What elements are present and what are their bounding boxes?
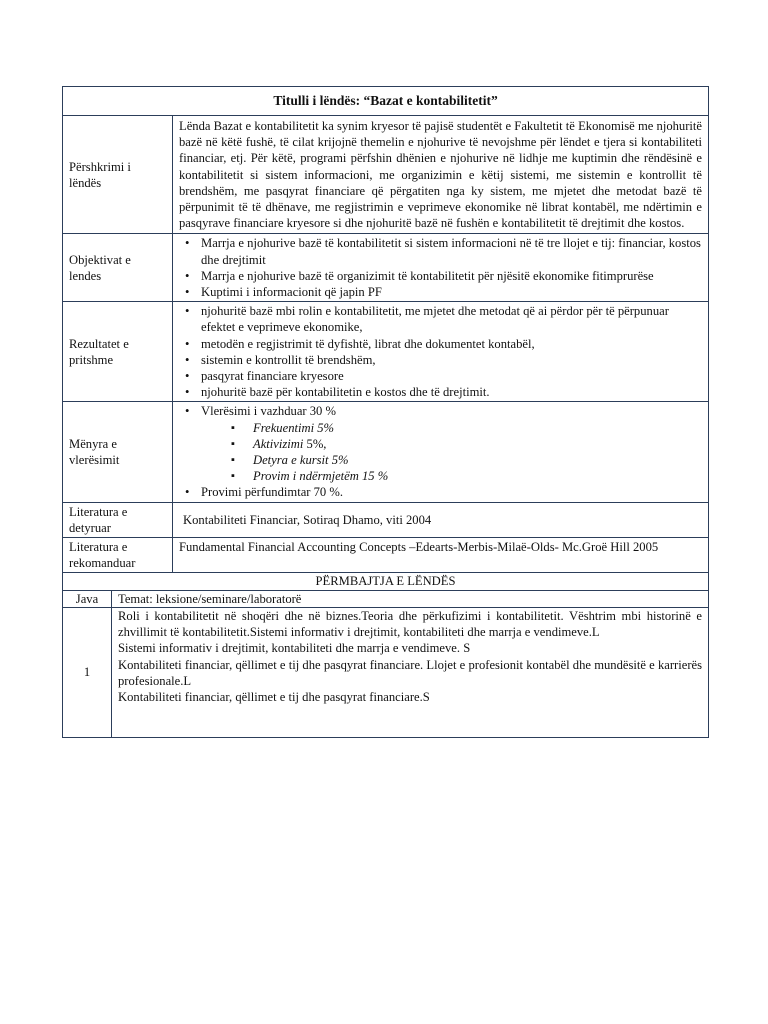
- description-text: Lënda Bazat e kontabilitetit ka synim kryesor të pajisë studentët e Fakultetit të Ekonomisë me njohuritë bazë në këtë fushë, të cilat krijojnë themelin e njohurive të nevojshme për lëndet e tjera si kontabiliteti financiar, etj. Për këtë, programi përfshin dhënien e njohurive në lidhje me kuptimin dhe rëndësinë e kontabilitetit si sistem informacioni, me organizimin e këtij sistemi, me sistemin e kontrollit të brendshëm, me pasqyrat financiare që përgatiten nga ky sistem, me mjetet dhe metodat bazë të përpunimit të të dhënave, me regjistrimin e veprimeve ekonomike në librat kontabël, me ndërtimin e pasqyrave financiare kryesore si dhe njohuritë bazë në fushën e kontabilitetit të drejtimit dhe kostos.: [173, 116, 709, 234]
- evaluation-list: [179, 403, 702, 500]
- sub-item-text: Aktivizimi: [253, 436, 304, 451]
- continuous-evaluation: Vlerësimi i vazhduar 30 %: [201, 404, 336, 419]
- required-literature-text: Kontabiliteti Financiar, Sotiraq Dhamo, viti 2004: [173, 502, 709, 537]
- objectives-row: [63, 234, 709, 302]
- description-row: [63, 116, 709, 234]
- evaluation-label: Mënyra e vlerësimit: [63, 402, 173, 502]
- recommended-literature-text: Fundamental Financial Accounting Concepts –Edearts-Merbis-Milaë-Olds- Mc.Groë Hill 2005: [173, 538, 709, 573]
- content-heading: PËRMBAJTJA E LËNDËS: [63, 573, 709, 590]
- sub-item-text: Detyra e kursit 5%: [253, 453, 349, 468]
- results-cell: [173, 302, 709, 402]
- required-literature-row: [63, 502, 709, 537]
- topic-line: Kontabiliteti financiar, qëllimet e tij dhe pasqyrat financiare. Llojet e profesionit kontabël dhe mundësitë e karrierës profesionale.L: [118, 657, 703, 688]
- list-item: • njohuritë bazë për kontabilitetin e kostos dhe të drejtimit.: [201, 384, 702, 400]
- week-column-header: Java: [63, 590, 112, 607]
- content-header-row: [63, 590, 709, 607]
- sub-item-text: Provim i ndërmjetëm 15 %: [253, 469, 389, 484]
- title-row: [63, 87, 709, 116]
- list-item: [201, 403, 702, 484]
- week-topics: [112, 607, 709, 737]
- results-label: Rezultatet e pritshme: [63, 302, 173, 402]
- list-item: • Kuptimi i informacionit që japin PF: [201, 284, 702, 300]
- list-item: • pasqyrat financiare kryesore: [201, 368, 702, 384]
- topics-column-header: Temat: leksione/seminare/laboratorë: [112, 590, 709, 607]
- sub-item-text: Frekuentimi 5%: [253, 420, 335, 435]
- evaluation-cell: [173, 402, 709, 502]
- week-number: 1: [63, 607, 112, 737]
- list-item: [253, 436, 702, 452]
- objectives-cell: [173, 234, 709, 302]
- objectives-list: [179, 235, 702, 300]
- list-item: • Provimi përfundimtar 70 %.: [201, 484, 702, 500]
- sub-item-value: 5%,: [303, 436, 327, 451]
- list-item: [253, 420, 702, 436]
- evaluation-row: [63, 402, 709, 502]
- syllabus-table: [62, 86, 709, 738]
- topic-line: Roli i kontabilitetit në shoqëri dhe në biznes.Teoria dhe përkufizimi i kontabilitetit. Vështrim mbi historinë e zhvillimit të kontabilitetit.Sistemi informativ i drejtimit, kontabiliteti dhe marrja e vendimeve.L: [118, 608, 703, 640]
- course-title: Titulli i lëndës: “Bazat e kontabilitetit”: [63, 87, 709, 116]
- topic-line: Sistemi informativ i drejtimit, kontabiliteti dhe marrja e vendimeve. S: [118, 641, 471, 656]
- results-list: [179, 303, 702, 400]
- list-item: [253, 468, 702, 484]
- list-item: • sistemin e kontrollit të brendshëm,: [201, 352, 702, 368]
- topic-line: Kontabiliteti financiar, qëllimet e tij dhe pasqyrat financiare.S: [118, 689, 430, 704]
- content-heading-row: [63, 573, 709, 590]
- list-item: [253, 452, 702, 468]
- evaluation-sublist: [201, 420, 702, 485]
- list-item: • Marrja e njohurive bazë të organizimit të kontabilitetit për njësitë ekonomike fitimprurëse: [201, 268, 702, 284]
- table-row: [63, 607, 709, 737]
- description-label: Përshkrimi i lëndës: [63, 116, 173, 234]
- recommended-literature-label: Literatura e rekomanduar: [63, 538, 173, 573]
- list-item: • metodën e regjistrimit të dyfishtë, librat dhe dokumentet kontabël,: [201, 336, 702, 352]
- list-item: • njohuritë bazë mbi rolin e kontabilitetit, me mjetet dhe metodat që ai përdor për të përpunuar efektet e veprimeve ekonomike,: [201, 303, 702, 335]
- course-syllabus-document: [62, 86, 708, 738]
- recommended-literature-row: [63, 538, 709, 573]
- list-item: • Marrja e njohurive bazë të kontabilitetit si sistem informacioni në të tre llojet e tij: financiar, kostos dhe drejtimit: [201, 235, 702, 267]
- required-literature-label: Literatura e detyruar: [63, 502, 173, 537]
- results-row: [63, 302, 709, 402]
- objectives-label: Objektivat e lendes: [63, 234, 173, 302]
